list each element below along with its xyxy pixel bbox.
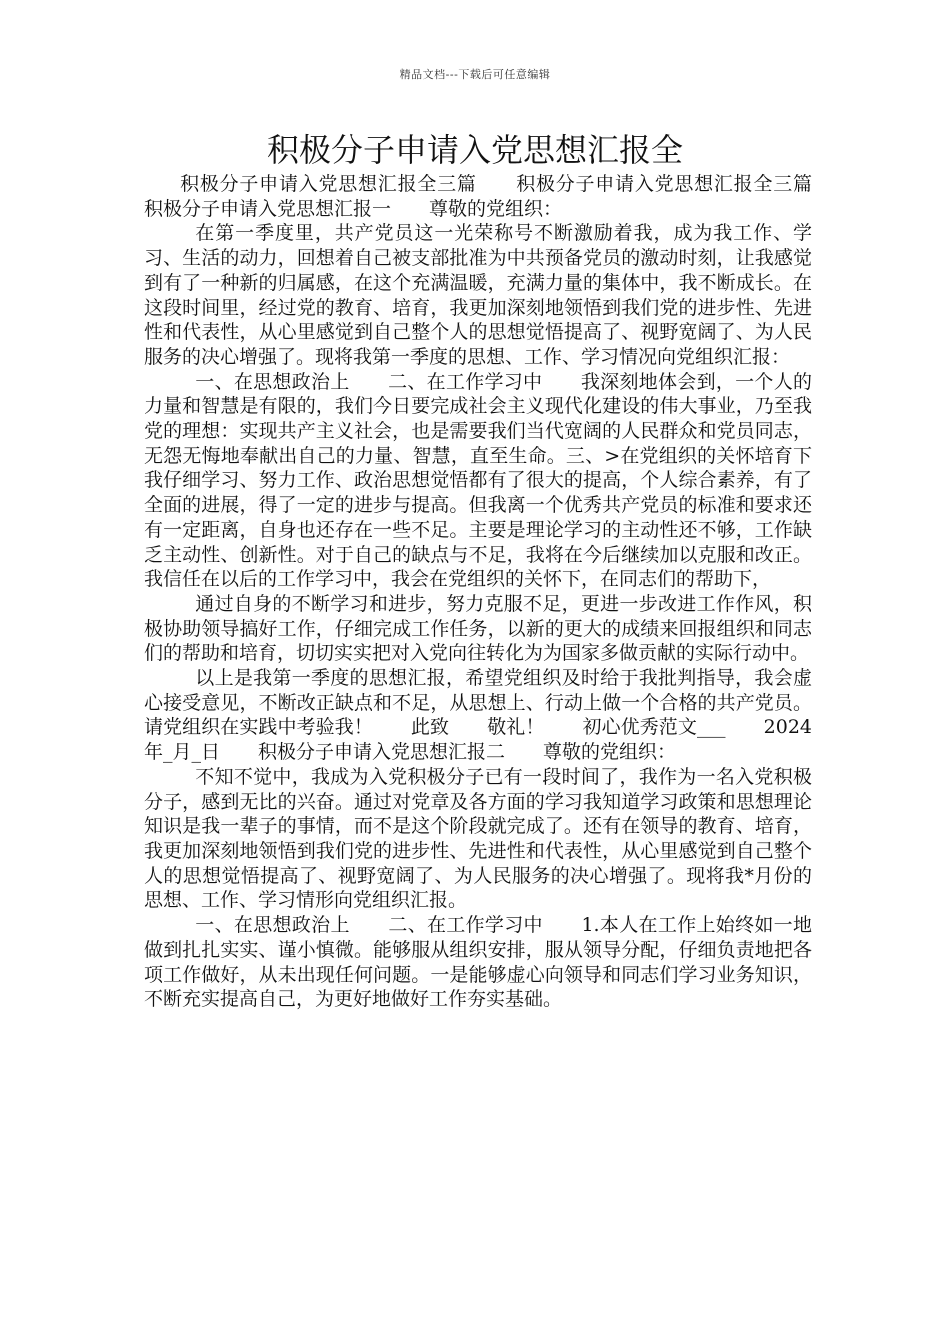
document-body [144,172,851,1012]
paragraph: 一、在思想政治上 二、在工作学习中 1.本人在工作上始终如一地做到扎扎实实、谨小慎微。能够服从组织安排，服从领导分配，仔细负责地把各项工作做好，从未出现任何问题。一是能够虚心向领导和同志们学习业务知识，不断充实提高自己，为更好地做好工作夯实基础。 [144,914,812,1011]
paragraph: 一、在思想政治上 二、在工作学习中 我深刻地体会到，一个人的力量和智慧是有限的，我们今日要完成社会主义现代化建设的伟大事业，乃至我党的理想：实现共产主义社会，也是需要我们当代宽阔的人民群众和党员同志，无怨无悔地奉献出自己的力量、智慧，直至生命。三、>在党组织的关怀培育下 我仔细学习、努力工作、政治思想觉悟都有了很大的提高，个人综合素养，有了全面的进展，得了一定的进步与提高。但我离一个优秀共产党员的标准和要求还有一定距离，自身也还存在一些不足。主要是理论学习的主动性还不够，工作缺乏主动性、创新性。对于自己的缺点与不足，我将在今后继续加以克服和改正。我信任在以后的工作学习中，我会在党组织的关怀下，在同志们的帮助下， [144,370,851,591]
paragraph: 不知不觉中，我成为入党积极分子已有一段时间了，我作为一名入党积极分子，感到无比的兴奋。通过对党章及各方面的学习我知道学习政策和思想理论知识是我一辈子的事情，而不是这个阶段就完成了。还有在领导的教育、培育，我更加深刻地领悟到我们党的进步性、先进性和代表性，从心里感觉到自己整个人的思想觉悟提高了、视野宽阔了、为人民服务的决心增强了。现将我*月份的思想、工作、学习情形向党组织汇报。 [144,765,812,912]
document-title: 积极分子申请入党思想汇报全 [266,131,683,169]
paragraph: 以上是我第一季度的思想汇报，希望党组织及时给于我批判指导，我会虚心接受意见，不断改正缺点和不足，从思想上、行动上做一个合格的共产党员。请党组织在实践中考验我！ 此致 敬礼！ 初心优秀范文___ 2024 年_月_日 积极分子申请入党思想汇报二 尊敬的党组织： [144,667,812,764]
header-note: 精品文档---下载后可任意编辑 [399,68,551,81]
paragraph: 在第一季度里，共产党员这一光荣称号不断激励着我，成为我工作、学习、生活的动力，回想着自己被支部批准为中共预备党员的激动时刻，让我感觉到有了一种新的归属感，在这个充满温暖，充满力量的集体中，我不断成长。在这段时间里，经过党的教育、培育，我更加深刻地领悟到我们党的进步性、先进性和代表性，从心里感觉到自己整个人的思想觉悟提高了、视野宽阔了、为人民服务的决心增强了。现将我第一季度的思想、工作、学习情况向党组织汇报： [144,222,812,368]
paragraph: 积极分子申请入党思想汇报全三篇 积极分子申请入党思想汇报全三篇 积极分子申请入党思想汇报一 尊敬的党组织： [144,173,832,220]
paragraph: 通过自身的不断学习和进步，努力克服不足，更进一步改进工作作风，积极协助领导搞好工作，仔细完成工作任务，以新的更大的成绩来回报组织和同志们的帮助和培育，切切实实把对入党向往转化为为国家多做贡献的实际行动中。 [144,592,812,665]
